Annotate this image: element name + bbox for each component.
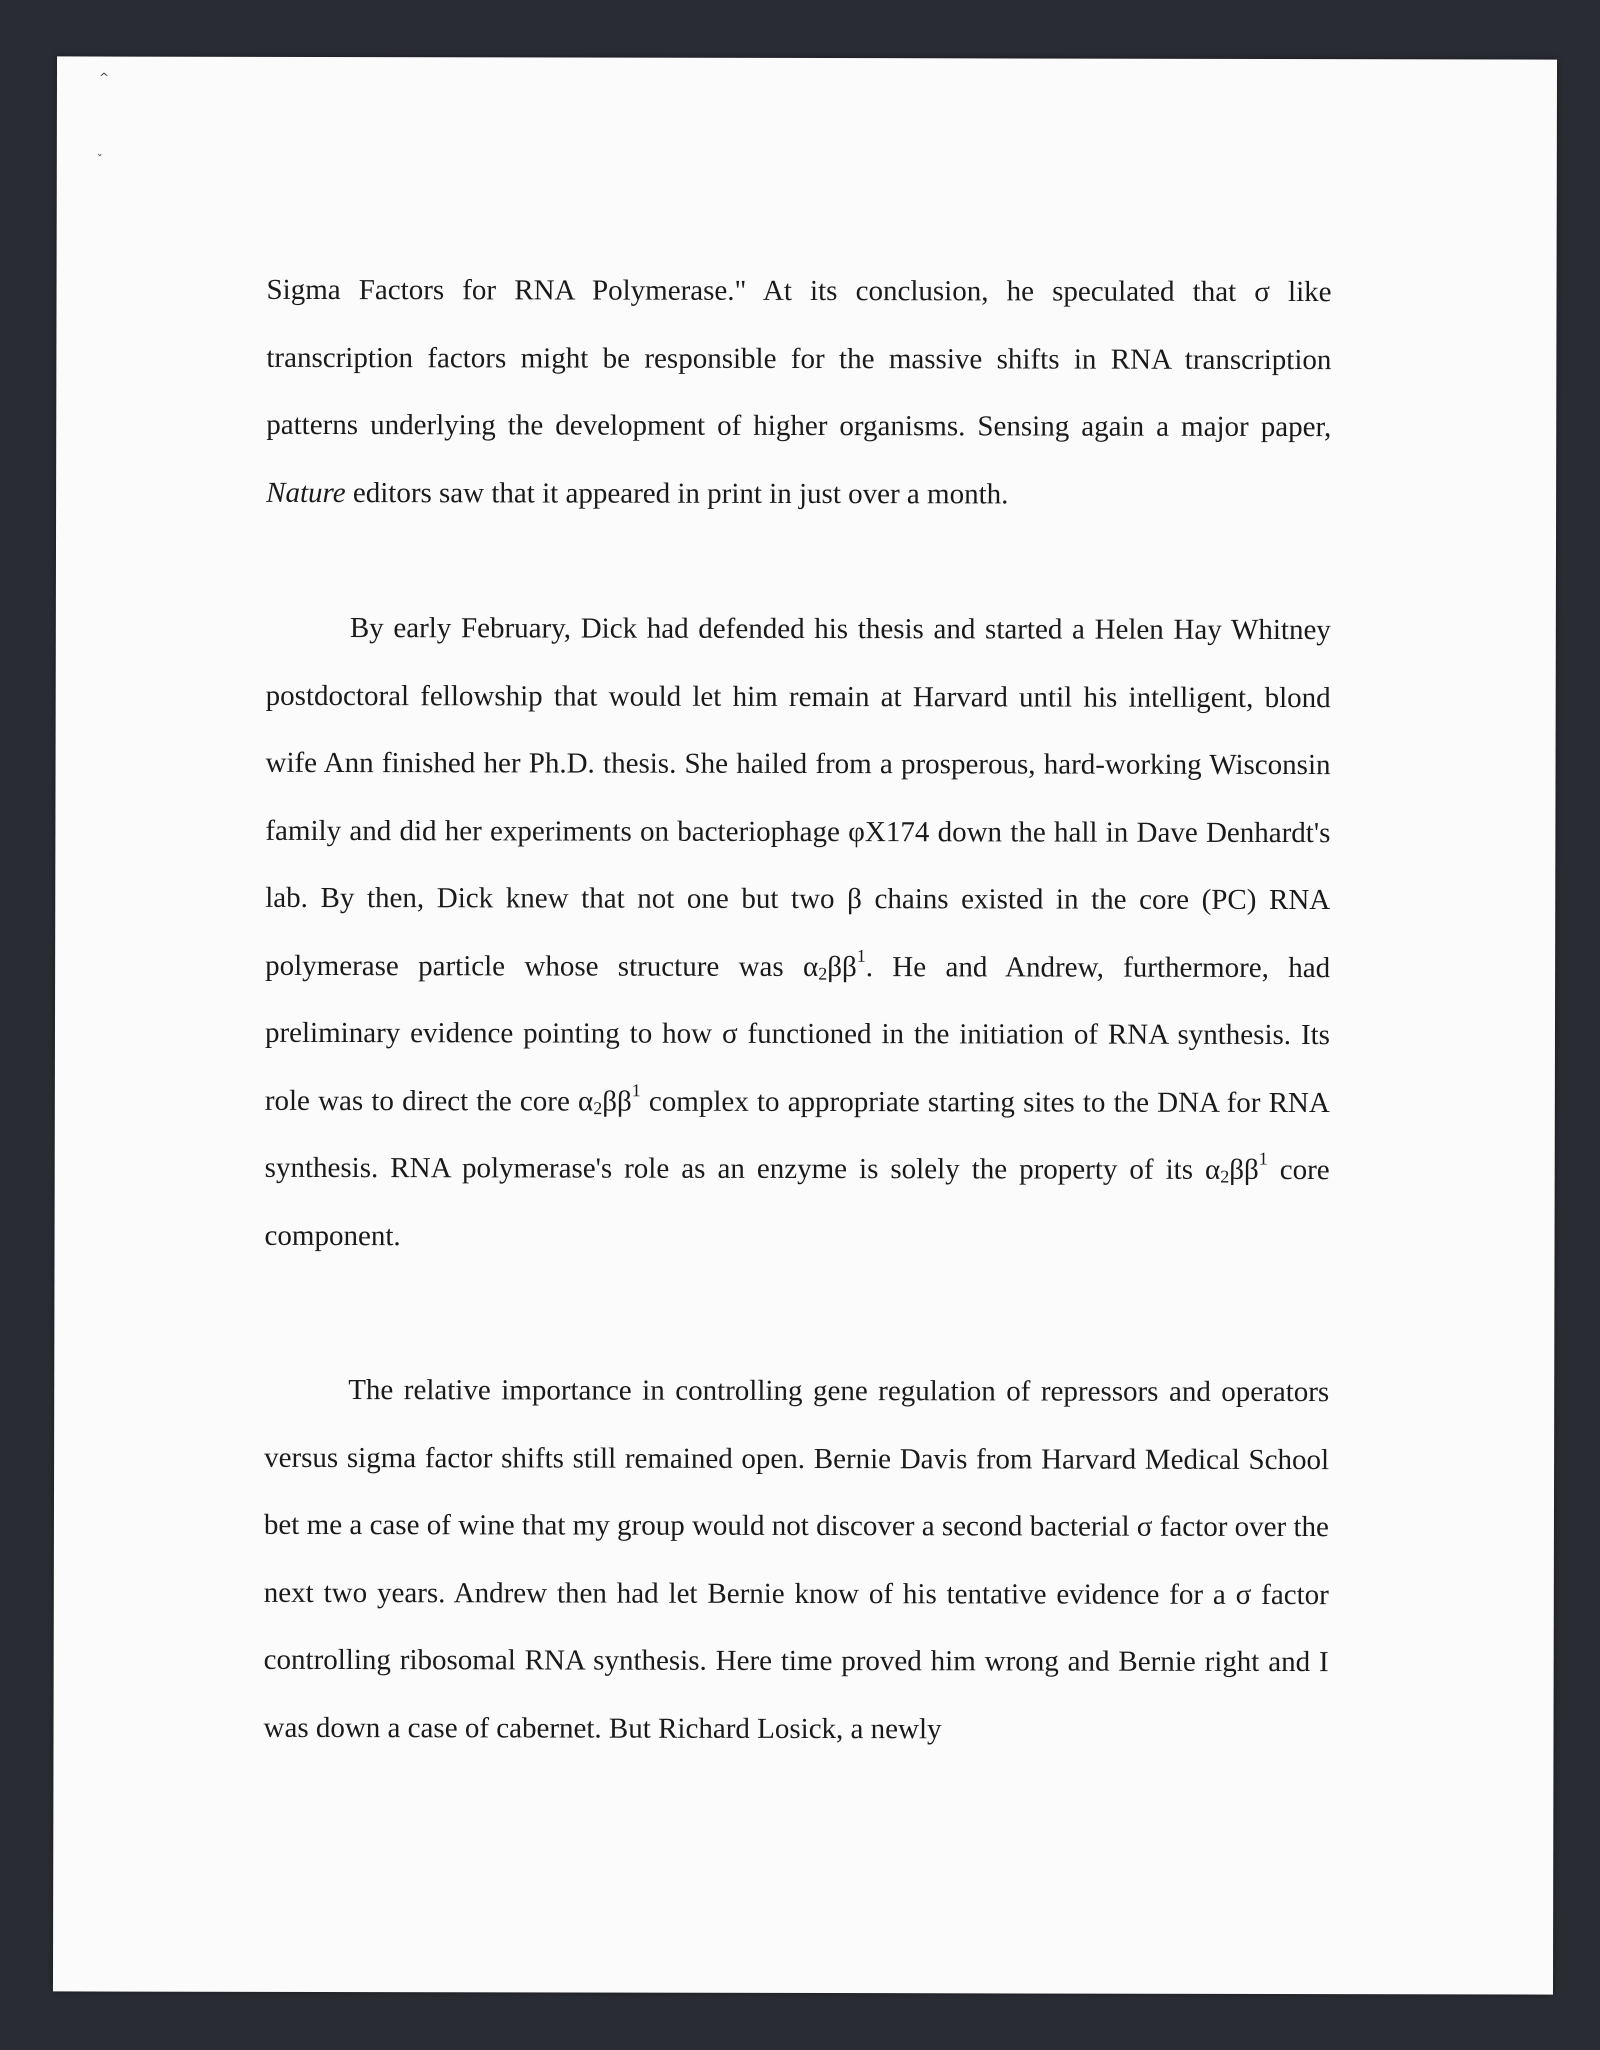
- formula-3-subscript: 2: [1220, 1166, 1230, 1187]
- formula-1-subscript: 2: [818, 963, 828, 984]
- formula-3-alpha: α: [1205, 1153, 1221, 1186]
- formula-2-subscript: 2: [593, 1097, 603, 1118]
- paragraph-2-text-b: . He and Andrew, furthermore, had preliminary evidence pointing to how σ functioned in the initiation of RNA synthesis. Its role was to direct the core: [264, 950, 1331, 1118]
- journal-name-italic: Nature: [266, 476, 346, 509]
- formula-1-betas: ββ: [827, 950, 857, 983]
- formula-3: [1205, 1148, 1268, 1187]
- paragraph-2-text-c: complex to appropriate starting sites to the DNA for RNA synthesis. RNA polymerase's role as an enzyme is solely the property of its: [264, 1085, 1330, 1186]
- paragraph-3-text: The relative importance in controlling gene regulation of repressors and operators versus sigma factor shifts still remained open. Bernie Davis from Harvard Medical School bet me a case of wine that my group would not discover a second bacterial σ factor over the next two years. Andrew then had let Bernie know of his tentative evidence for a σ factor controlling ribosomal RNA synthesis. Here time proved him wrong and Bernie right and I was down a case of cabernet. But Richard Losick, a newly: [263, 1374, 1330, 1745]
- formula-3-betas: ββ: [1229, 1153, 1259, 1186]
- formula-2-betas: ββ: [602, 1085, 632, 1118]
- paragraph-2-text: [264, 595, 1330, 1272]
- paragraph-2-text-a: By early February, Dick had defended his thesis and started a Helen Hay Whitney postdoctoral fellowship that would let him remain at Harvard until his intelligent, blond wife Ann finished her Ph.D. thesis. She hailed from a prosperous, hard-working Wisconsin family and did her experiments on bacteriophage φX174 down the hall in Dave Denhardt's lab. By then, Dick knew that not one but two β chains existed in the core (PC) RNA polymerase particle whose structure was: [265, 612, 1331, 983]
- formula-2-alpha: α: [577, 1085, 594, 1118]
- paragraph-3: [263, 1357, 1329, 1764]
- paragraph-1-text-a: Sigma Factors for RNA Polymerase." At its conclusion, he speculated that σ like transcription factors might be responsible for the massive shifts in RNA transcription patterns underlying the development of higher organisms. Sensing again a major paper,: [266, 273, 1332, 444]
- paragraph-2: [264, 595, 1330, 1272]
- document-page: [53, 56, 1557, 1994]
- margin-mark-top: ^: [98, 70, 110, 85]
- formula-2: [577, 1079, 641, 1118]
- formula-1-superscript: 1: [856, 945, 866, 966]
- paragraph-1-text: [266, 257, 1332, 529]
- paragraph-1-text-b: editors saw that it appeared in print in just over a month.: [345, 476, 1009, 510]
- formula-1-alpha: α: [802, 950, 819, 983]
- paragraph-1: [266, 257, 1332, 529]
- formula-1: [802, 945, 866, 984]
- formula-2-superscript: 1: [631, 1079, 641, 1100]
- paragraph-2-text-d: core component.: [264, 1153, 1330, 1252]
- margin-mark-second: ˇ: [96, 152, 103, 167]
- formula-3-superscript: 1: [1258, 1148, 1268, 1169]
